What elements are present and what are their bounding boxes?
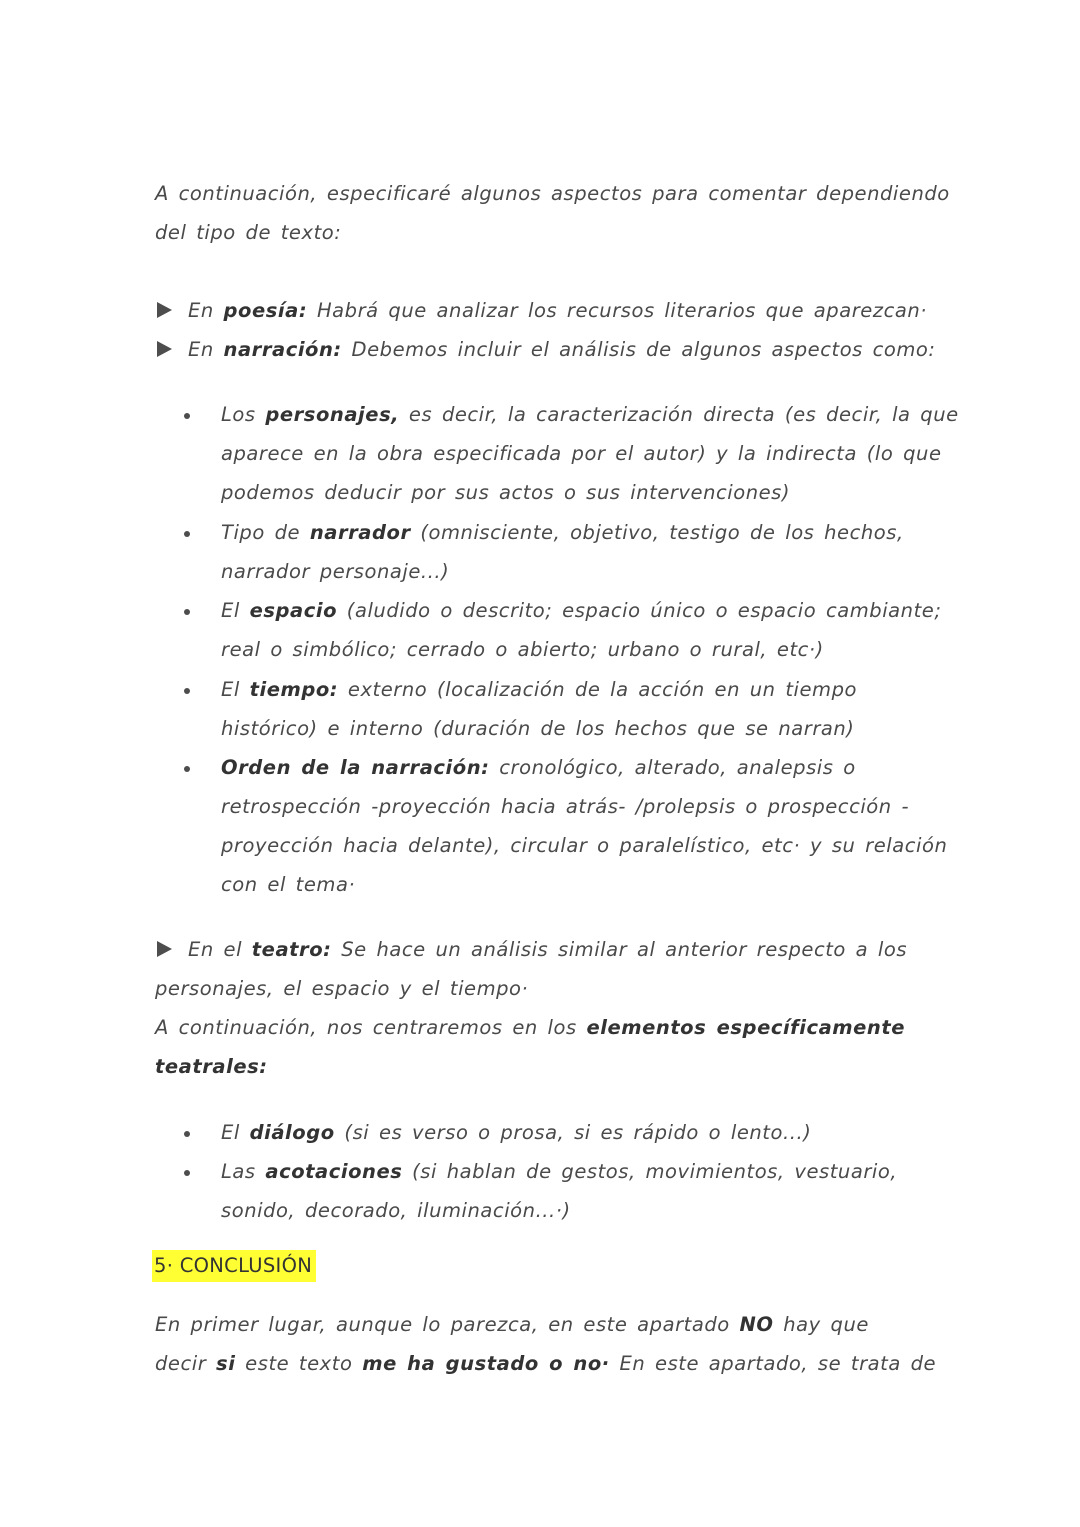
personajes-line-1 (221, 401, 959, 429)
espacio-line-1 (221, 597, 941, 625)
acotaciones-b: (si hablan de gestos, movimientos, vestuario, (402, 1160, 898, 1183)
bullet-dot-icon (184, 413, 190, 419)
narrador-line-2: narrador personaje...) (221, 560, 450, 583)
conclusion-p1-b: hay que (773, 1313, 869, 1336)
dialogo-term: diálogo (249, 1121, 335, 1144)
personajes-term: personajes, (265, 403, 400, 426)
intro-line-2: del tipo de texto: (155, 221, 342, 244)
narrador-b: (omnisciente, objetivo, testigo de los hechos, (410, 521, 904, 544)
personajes-a: Los (221, 403, 266, 426)
poesia-rest: Habrá que analizar los recursos literarios que aparezcan· (307, 299, 928, 322)
acotaciones-line-1 (221, 1158, 897, 1186)
espacio-a: El (221, 599, 250, 622)
dialogo-line (221, 1119, 811, 1147)
personajes-b: es decir, la caracterización directa (es decir, la que (399, 403, 959, 426)
bullet-dot-icon (184, 688, 190, 694)
teatro-line3-term: elementos específicamente (586, 1016, 905, 1039)
conclusion-p2-b: este texto (235, 1352, 363, 1375)
conclusion-p2-a: decir (155, 1352, 217, 1375)
narracion-item (188, 336, 936, 364)
tiempo-a: El (221, 678, 250, 701)
narracion-term: narración: (223, 338, 342, 361)
teatro-lead: En el (188, 938, 252, 961)
teatro-term: teatro: (251, 938, 332, 961)
teatro-line-3 (155, 1014, 905, 1042)
conclusion-p2-c: En este apartado, se trata de (609, 1352, 937, 1375)
tiempo-term: tiempo: (249, 678, 339, 701)
narracion-lead: En (188, 338, 224, 361)
orden-line-3: proyección hacia delante), circular o paralelístico, etc· y su relación (221, 834, 948, 857)
conclusion-p1-term: NO (739, 1313, 774, 1336)
triangle-bullet-icon (157, 341, 172, 357)
conclusion-p2-term2: me ha gustado o no· (362, 1352, 610, 1375)
personajes-line-3: podemos deducir por sus actos o sus intervenciones) (221, 481, 791, 504)
poesia-term: poesía: (223, 299, 308, 322)
intro-line-1: A continuación, especificaré algunos aspectos para comentar dependiendo (155, 182, 950, 205)
acotaciones-line-2: sonido, decorado, iluminación...·) (221, 1199, 571, 1222)
orden-line-2: retrospección -proyección hacia atrás- /prolepsis o prospección - (221, 795, 910, 818)
conclusion-line-2 (155, 1350, 936, 1378)
orden-term: Orden de la narración: (221, 756, 490, 779)
narrador-a: Tipo de (221, 521, 310, 544)
bullet-dot-icon (184, 531, 190, 537)
bullet-dot-icon (184, 766, 190, 772)
conclusion-p2-term1: si (216, 1352, 236, 1375)
orden-line-4: con el tema· (221, 873, 356, 896)
triangle-bullet-icon (157, 302, 172, 318)
teatro-rest: Se hace un análisis similar al anterior respecto a los (331, 938, 908, 961)
tiempo-line-1 (221, 676, 857, 704)
poesia-lead: En (188, 299, 224, 322)
poesia-item (188, 297, 927, 325)
bullet-dot-icon (184, 1170, 190, 1176)
teatro-line-4 (155, 1053, 268, 1081)
teatro-line4-term: teatrales: (155, 1055, 268, 1078)
orden-b: cronológico, alterado, analepsis o (489, 756, 856, 779)
narrador-term: narrador (309, 521, 411, 544)
teatro-line-2: personajes, el espacio y el tiempo· (155, 977, 529, 1000)
dialogo-a: El (221, 1121, 250, 1144)
personajes-line-2: aparece en la obra especificada por el autor) y la indirecta (lo que (221, 442, 942, 465)
teatro-line-1 (188, 936, 907, 964)
dialogo-b: (si es verso o prosa, si es rápido o lento...) (334, 1121, 812, 1144)
orden-line-1 (221, 754, 856, 782)
espacio-term: espacio (249, 599, 338, 622)
teatro-line3-a: A continuación, nos centraremos en los (155, 1016, 587, 1039)
triangle-bullet-icon (157, 941, 172, 957)
narrador-line-1 (221, 519, 904, 547)
conclusion-line-1 (155, 1311, 869, 1339)
espacio-line-2: real o simbólico; cerrado o abierto; urbano o rural, etc·) (221, 638, 824, 661)
acotaciones-a: Las (221, 1160, 266, 1183)
section-heading-conclusion: 5· CONCLUSIÓN (152, 1250, 316, 1282)
acotaciones-term: acotaciones (265, 1160, 403, 1183)
bullet-dot-icon (184, 609, 190, 615)
narracion-rest: Debemos incluir el análisis de algunos aspectos como: (341, 338, 936, 361)
bullet-dot-icon (184, 1131, 190, 1137)
espacio-b: (aludido o descrito; espacio único o espacio cambiante; (337, 599, 942, 622)
conclusion-p1-a: En primer lugar, aunque lo parezca, en este apartado (155, 1313, 740, 1336)
tiempo-b: externo (localización de la acción en un tiempo (338, 678, 857, 701)
tiempo-line-2: histórico) e interno (duración de los hechos que se narran) (221, 717, 855, 740)
